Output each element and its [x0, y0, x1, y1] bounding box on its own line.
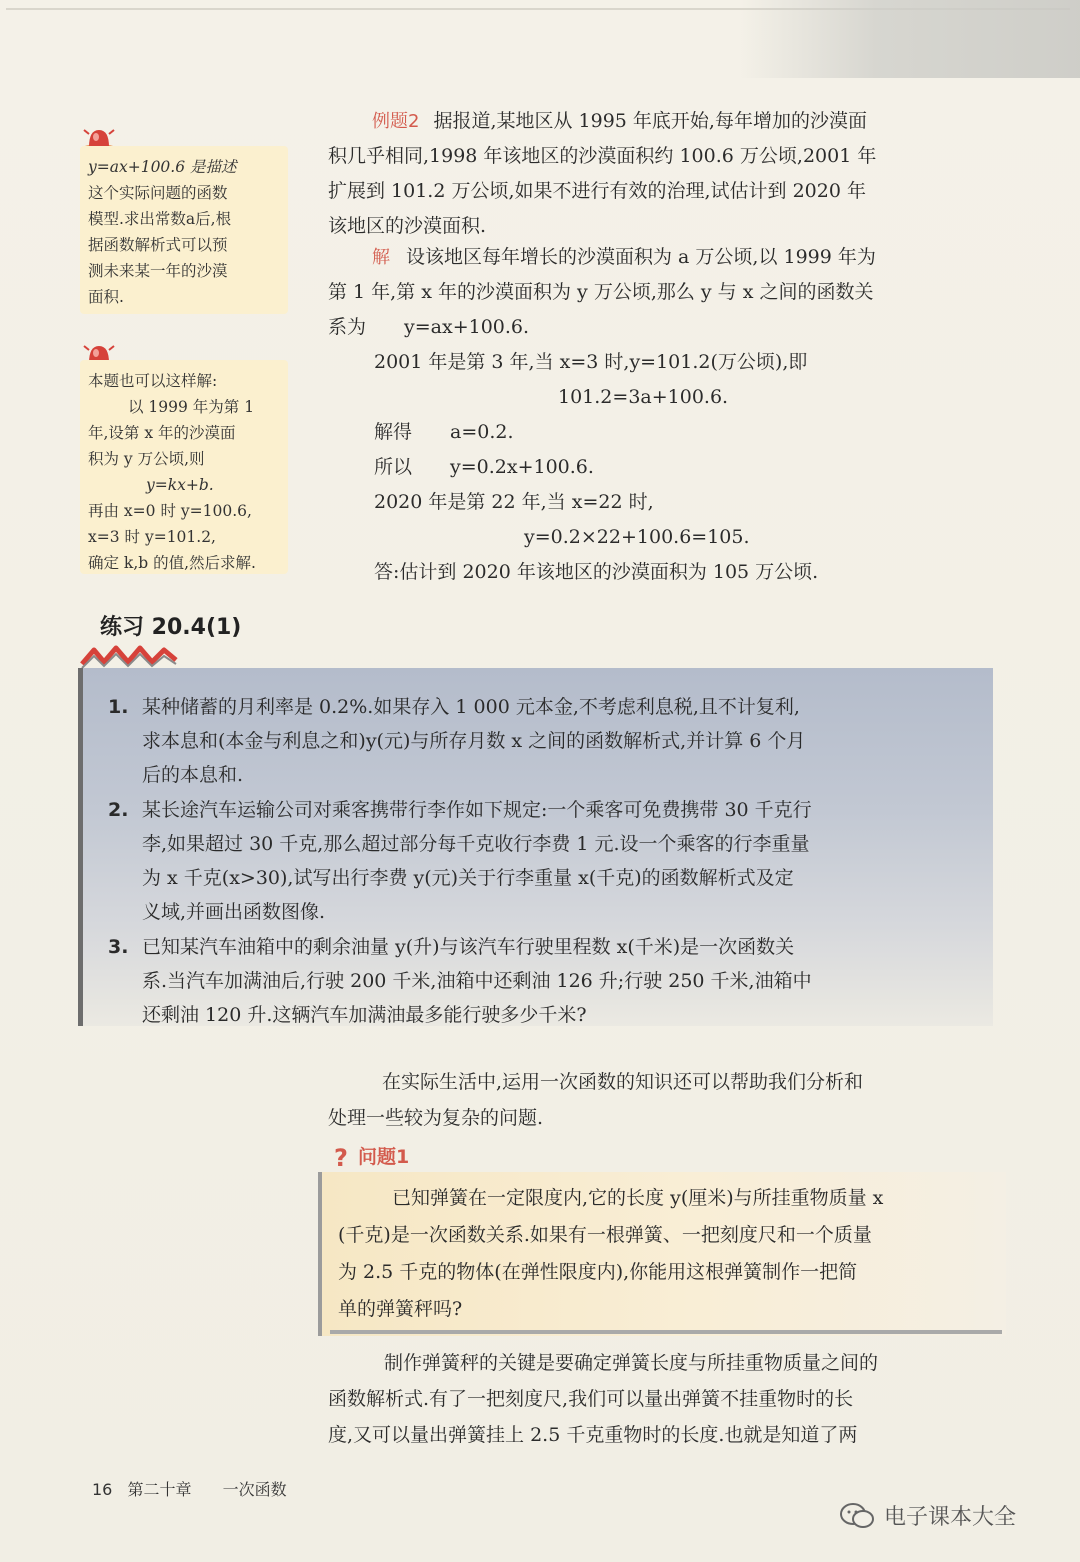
problem-text: [338, 1180, 998, 1328]
note-line: 模型.求出常数a后,根: [88, 210, 232, 228]
exercise-number: 2.: [108, 799, 129, 821]
note-line: 面积.: [88, 288, 124, 306]
page-footer: [92, 1477, 287, 1500]
solution-line: 2001 年是第 3 年,当 x=3 时,y=101.2(万公顷),即: [374, 351, 808, 373]
example-label: 例题2: [372, 111, 420, 132]
intro-line: 在实际生活中,运用一次函数的知识还可以帮助我们分析和: [382, 1071, 864, 1093]
note-line: 本题也可以这样解:: [88, 372, 218, 390]
example-2: [328, 104, 988, 244]
note-line: 确定 k,b 的值,然后求解.: [88, 554, 256, 572]
watermark-text: 电子课本大全: [884, 1505, 1017, 1530]
scan-shadow: [740, 0, 1080, 78]
exercise-line: 系.当汽车加满油后,行驶 200 千米,油箱中还剩油 126 升;行驶 250 千米,油箱中: [142, 970, 812, 992]
problem-line: (千克)是一次函数关系.如果有一根弹簧、一把刻度尺和一个质量: [338, 1224, 872, 1246]
example-text-line: 扩展到 101.2 万公顷,如果不进行有效的治理,试估计到 2020 年: [328, 180, 866, 202]
note-line: 年,设第 x 年的沙漠面: [88, 424, 236, 442]
exercise-line: 后的本息和.: [142, 764, 244, 786]
note-line: 再由 x=0 时 y=100.6,: [88, 502, 252, 520]
note-line: x=3 时 y=101.2,: [88, 528, 216, 546]
example-text-line: 据报道,某地区从 1995 年底开始,每年增加的沙漠面: [433, 110, 867, 132]
solution-line: 第 1 年,第 x 年的沙漠面积为 y 万公顷,那么 y 与 x 之间的函数关: [328, 281, 874, 303]
chat-bubble-icon: [840, 1502, 874, 1530]
solution-equation: y=0.2×22+100.6=105.: [524, 526, 750, 548]
example-text-line: 积几乎相同,1998 年该地区的沙漠面积约 100.6 万公顷,2001 年: [328, 145, 877, 167]
exercise-line: 义域,并画出函数图像.: [142, 901, 326, 923]
intro-paragraph: [328, 1064, 988, 1136]
exercise-number: 3.: [108, 936, 129, 958]
solution-label: 解: [372, 247, 390, 268]
solution-line: 所以 y=0.2x+100.6.: [374, 456, 594, 478]
exercise-line: 已知某汽车油箱中的剩余油量 y(升)与该汽车行驶里程数 x(千米)是一次函数关: [142, 936, 795, 958]
problem-line: 单的弹簧秤吗?: [338, 1298, 463, 1320]
exercise-item: [108, 690, 968, 792]
note-line: 测未来某一年的沙漠: [88, 262, 228, 280]
exercise-line: 求本息和(本金与利息之和)y(元)与所存月数 x 之间的函数解析式,并计算 6 个月: [142, 730, 806, 752]
exercise-line: 还剩油 120 升.这辆汽车加满油最多能行驶多少千米?: [142, 1004, 587, 1026]
note-line: y=ax+100.6 是描述: [88, 158, 237, 176]
note-line: 据函数解析式可以预: [88, 236, 228, 254]
solution-line: 解得 a=0.2.: [374, 421, 514, 443]
svg-text:?: ?: [334, 1144, 348, 1170]
exercise-item: [108, 930, 968, 1032]
note-line: 这个实际问题的函数: [88, 184, 228, 202]
note-line: y=kx+b.: [146, 476, 214, 494]
problem-title: 问题1: [358, 1146, 410, 1168]
solution-equation: 101.2=3a+100.6.: [558, 386, 729, 408]
exercise-line: 某种储蓄的月利率是 0.2%.如果存入 1 000 元本金,不考虑利息税,且不计复利,: [142, 696, 800, 718]
problem-line: 已知弹簧在一定限度内,它的长度 y(厘米)与所挂重物质量 x: [392, 1187, 884, 1209]
closing-paragraph: [328, 1345, 988, 1453]
solution-line: 2020 年是第 22 年,当 x=22 时,: [374, 491, 654, 513]
exercise-line: 为 x 千克(x>30),试写出行李费 y(元)关于行李重量 x(千克)的函数解析式及定: [142, 867, 794, 889]
exercise-line: 李,如果超过 30 千克,那么超过部分每千克收行李费 1 元.设一个乘客的行李重量: [142, 833, 810, 855]
margin-note-model: [80, 146, 288, 314]
watermark: [840, 1500, 1016, 1531]
exercise-item: [108, 793, 968, 929]
note-line: 以 1999 年为第 1: [128, 398, 255, 416]
closing-line: 度,又可以量出弹簧挂上 2.5 千克重物时的长度.也就是知道了两: [328, 1424, 858, 1446]
note-line: 积为 y 万公顷,则: [88, 450, 205, 468]
exercise-list: [108, 690, 968, 1033]
exercise-line: 某长途汽车运输公司对乘客携带行李作如下规定:一个乘客可免费携带 30 千克行: [142, 799, 812, 821]
question-mark-icon: [332, 1144, 354, 1170]
margin-note-alt-method: [80, 360, 288, 574]
chapter-label: 第二十章: [127, 1480, 192, 1499]
page-number: 16: [92, 1480, 113, 1499]
exercise-title: 练习 20.4(1): [100, 615, 242, 640]
solution-line: 系为 y=ax+100.6.: [328, 316, 530, 338]
exercise-number: 1.: [108, 696, 129, 718]
problem-panel-shadow: [330, 1330, 1002, 1334]
example-text-line: 该地区的沙漠面积.: [328, 215, 487, 237]
solution: [328, 240, 988, 590]
closing-line: 制作弹簧秤的关键是要确定弹簧长度与所挂重物质量之间的: [384, 1352, 879, 1374]
solution-line: 设该地区每年增长的沙漠面积为 a 万公顷,以 1999 年为: [406, 246, 876, 268]
chapter-topic: 一次函数: [222, 1480, 287, 1499]
closing-line: 函数解析式.有了一把刻度尺,我们可以量出弹簧不挂重物时的长: [328, 1388, 854, 1410]
solution-answer: 答:估计到 2020 年该地区的沙漠面积为 105 万公顷.: [374, 561, 819, 583]
problem-line: 为 2.5 千克的物体(在弹性限度内),你能用这根弹簧制作一把简: [338, 1261, 858, 1283]
intro-line: 处理一些较为复杂的问题.: [328, 1107, 544, 1129]
